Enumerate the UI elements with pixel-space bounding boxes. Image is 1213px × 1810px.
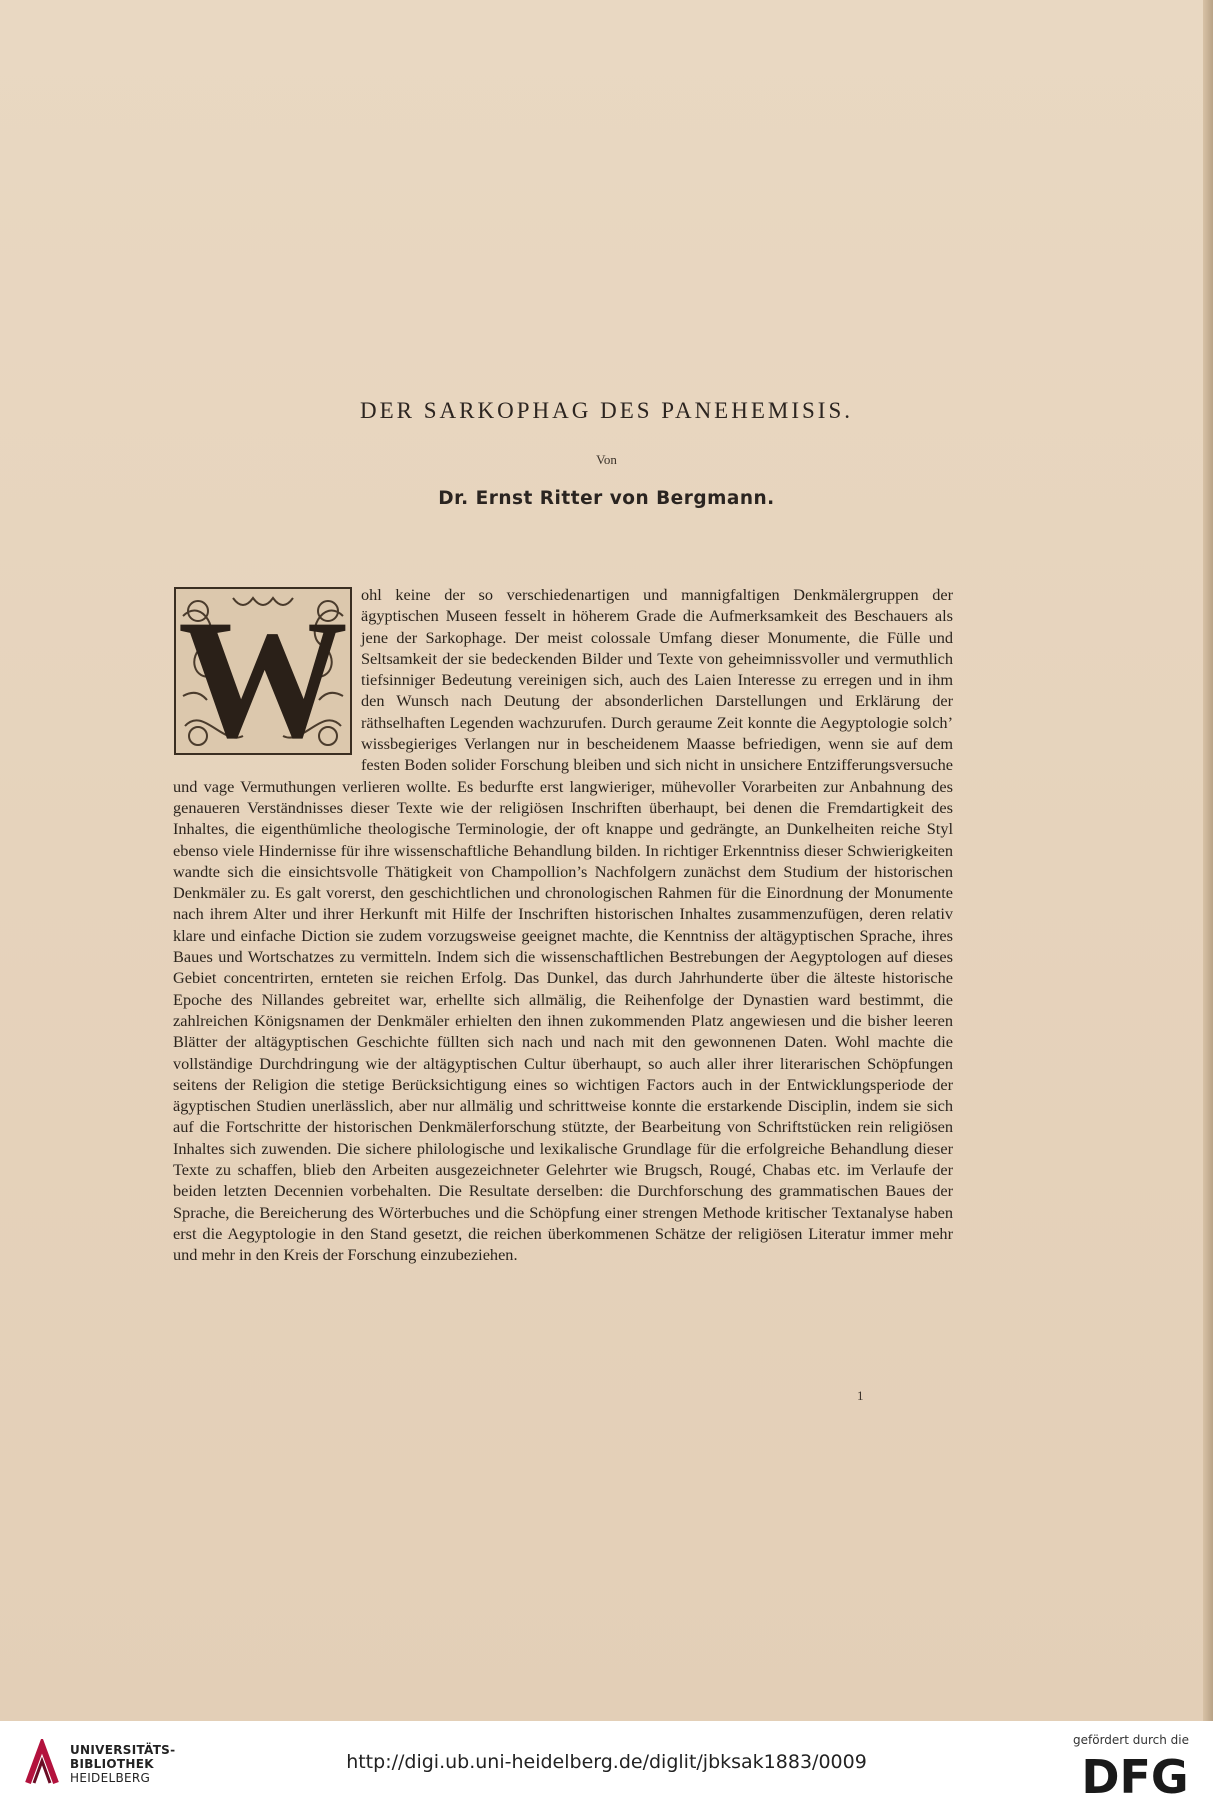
article-title: DER SARKOPHAG DES PANEHEMISIS. [360, 398, 853, 423]
footer-bar [0, 1721, 1213, 1810]
svg-text:DFG: DFG [1081, 1751, 1189, 1799]
funding-label: gefördert durch die [1073, 1733, 1189, 1747]
article-body [173, 584, 953, 1266]
library-name-line2: BIBLIOTHEK [70, 1757, 154, 1771]
byline: Von [596, 452, 617, 467]
svg-text:W: W [178, 586, 348, 756]
dfg-logo-icon [1075, 1751, 1195, 1799]
permalink-url[interactable]: http://digi.ub.uni-heidelberg.de/diglit/jbksak1883/0009 [346, 1751, 867, 1773]
library-name-line1: UNIVERSITÄTS- [70, 1743, 176, 1757]
page-number: 1 [857, 1388, 864, 1403]
decorated-initial-w-icon [173, 586, 353, 756]
author-name: Dr. Ernst Ritter von Bergmann. [438, 488, 775, 509]
page-edge [1203, 0, 1213, 1721]
article-body-text: ohl keine der so verschiedenartigen und mannigfaltigen Denkmälergruppen der ägyptischen Museen fesselt in höherem Grade die Aufmerksamkeit des Beschauers als jene der Sarkophage. Der meist colossale Umfang dieser Monumente, die Fülle und Seltsamkeit der sie bedeckenden Bilder und Texte von geheimnissvoller und vermuthlich tiefsinniger Bedeutung vereinigen sich, auch des Laien Interesse zu erregen und in ihm den Wunsch nach Deutung der absonderlichen Darstellungen und Erklärung der räthselhaften Legenden wachzurufen. Durch geraume Zeit konnte die Aegyptologie solch’ wissbegieriges Verlangen nur in bescheidenem Maasse befriedigen, wenn sie auf dem festen Boden solider Forschung bleiben und sich nicht in unsichere Entzifferungsversuche und vage Vermuthungen verlieren wollte. Es bedurfte erst langwieriger, mühevoller Vorarbeiten zur Anbahnung des genaueren Verständnisses dieser Texte wie der religiösen Inschriften überhaupt, bei denen die Fremdartigkeit des Inhaltes, die eigenthümliche theologische Terminologie, der oft knappe und gedrängte, an Dunkelheiten reiche Styl ebenso viele Hindernisse für ihre wissenschaftliche Behandlung bilden. In richtiger Erkenntniss dieser Schwierigkeiten wandte sich die einsichtsvolle Thätigkeit von Champollion’s Nachfolgern zunächst dem Studium der historischen Denkmäler zu. Es galt vorerst, den geschichtlichen und chronologischen Rahmen für die Einordnung der Monumente nach ihrem Alter und ihrer Herkunft mit Hilfe der Inschriften historischen Inhaltes zusammenzufügen, deren relativ klare und einfache Diction sie zudem vorzugsweise geeignet machte, die Kenntniss der altägyptischen Sprache, ihres Baues und Wortschatzes zu vermitteln. Indem sich die wissenschaftlichen Bestrebungen der Aegyptologen auf dieses Gebiet concentrirten, ernteten sie reichen Erfolg. Das Dunkel, das durch Jahrhunderte über die älteste historische Epoche des Nillandes gebreitet war, erhellte sich allmälig, die Reihenfolge der Dynastien ward bestimmt, die zahlreichen Königsnamen der Denkmäler erhielten den ihnen zukommenden Platz angewiesen und die bisher leeren Blätter der altägyptischen Geschichte füllten sich nach und nach mit den gewonnenen Daten. Wohl machte die vollständige Durchdringung wie der altägyptischen Cultur überhaupt, so auch aller ihrer literarischen Schöpfungen seitens der Religion die stetige Berücksichtigung eines so wichtigen Factors auch in der Entwicklungsperiode der ägyptischen Studien unerlässlich, aber nur allmälig und schrittweise konnte die erstarkende Disciplin, indem sie sich auf die Fortschritte der historischen Denkmälerforschung stützte, der Bearbeitung von Schriftstücken rein religiösen Inhaltes sich zuwenden. Die sichere philologische und lexikalische Grundlage für die erfolgreiche Behandlung dieser Texte zu schaffen, blieb den Arbeiten ausgezeichneter Gelehrter wie Brugsch, Rougé, Chabas etc. im Verlaufe der beiden letzten Decennien vorbehalten. Die Resultate derselben: die Durchforschung des grammatischen Baues der Sprache, die Bereicherung des Wörterbuches und die Schöpfung einer strengen Methode kritischer Textanalyse haben erst die Aegyptologie in den Stand gesetzt, die reichen überkommenen Schätze der religiösen Literatur immer mehr und mehr in den Kreis der Forschung einzubeziehen. [173, 585, 953, 1265]
library-name-line3: HEIDELBERG [70, 1771, 151, 1785]
